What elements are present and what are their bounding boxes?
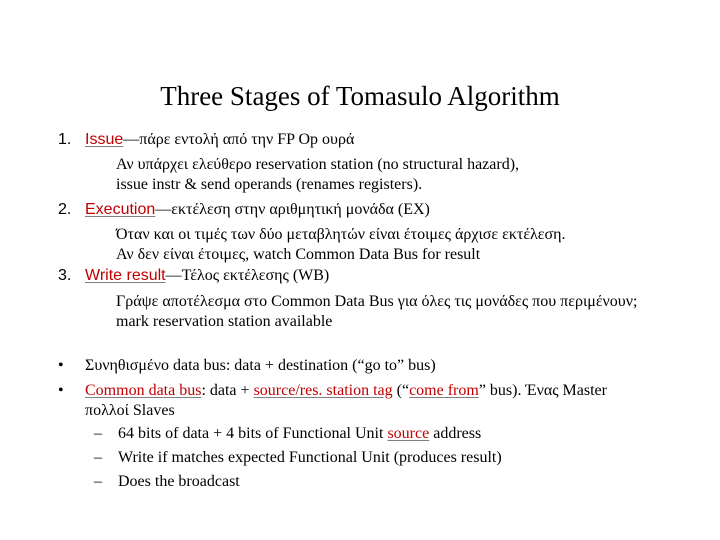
stage-1-description: —πάρε εντολή από την FP Op ουρά bbox=[123, 131, 355, 148]
bullet-marker: • bbox=[58, 382, 64, 399]
sub-item-3-text: Does the broadcast bbox=[118, 473, 240, 490]
common-data-bus-term: Common data bus bbox=[85, 382, 202, 399]
stage-3-description: —Τέλος εκτέλεσης (WB) bbox=[165, 267, 330, 284]
stage-2-heading bbox=[58, 200, 430, 220]
stage-3-number: 3. bbox=[58, 267, 72, 284]
bullet-2-text: ” bus). Ένας Master bbox=[478, 382, 607, 399]
stage-1-detail-2: issue instr & send operands (renames registers). bbox=[116, 176, 423, 193]
bullet-2-text: : data + bbox=[201, 382, 254, 399]
bullet-item-1 bbox=[58, 356, 436, 376]
stage-2-description: —εκτέλεση στην αριθμητική μονάδα (EX) bbox=[155, 201, 430, 218]
dash-marker: – bbox=[94, 449, 102, 466]
bullet-marker: • bbox=[58, 357, 64, 374]
dash-marker: – bbox=[94, 473, 102, 490]
stage-2-name: Execution bbox=[85, 201, 156, 218]
stage-2-detail-1: Όταν και οι τιμές των δύο μεταβλητών είναι έτοιμες άρχισε εκτέλεση. bbox=[116, 226, 566, 243]
stage-2-number: 2. bbox=[58, 201, 72, 218]
dash-marker: – bbox=[94, 425, 102, 442]
sub-item-1 bbox=[94, 424, 481, 444]
bullet-1-text: Συνηθισμένο data bus: data + destination (“go to” bus) bbox=[85, 357, 436, 374]
stage-3-detail-1: Γράψε αποτέλεσμα στο Common Data Bus για όλες τις μονάδες που περιμένουν; bbox=[116, 293, 638, 310]
bullet-2-text: (“ bbox=[392, 382, 410, 399]
sub-item-2 bbox=[94, 448, 502, 468]
come-from-highlight: come from bbox=[409, 382, 479, 399]
sub-item-1-text: 64 bits of data + 4 bits of Functional Unit bbox=[118, 425, 388, 442]
stage-3-heading bbox=[58, 266, 329, 286]
stage-1-number: 1. bbox=[58, 131, 72, 148]
source-highlight: source bbox=[387, 425, 430, 442]
bullet-2-continuation: πολλοί Slaves bbox=[85, 402, 175, 419]
stage-3-name: Write result bbox=[85, 267, 166, 284]
stage-1-detail-1: Αν υπάρχει ελεύθερο reservation station (no structural hazard), bbox=[116, 156, 520, 173]
sub-item-2-text: Write if matches expected Functional Unit (produces result) bbox=[118, 449, 502, 466]
sub-item-1-text: address bbox=[429, 425, 482, 442]
stage-2-detail-2: Αν δεν είναι έτοιμες, watch Common Data Bus for result bbox=[116, 246, 481, 263]
sub-item-3 bbox=[94, 472, 240, 492]
stage-3-detail-2: mark reservation station available bbox=[116, 313, 333, 330]
bullet-item-2 bbox=[58, 381, 607, 401]
stage-1-heading bbox=[58, 130, 354, 150]
source-tag-highlight: source/res. station tag bbox=[253, 382, 393, 399]
stage-1-name: Issue bbox=[85, 131, 124, 148]
slide-title: Three Stages of Tomasulo Algorithm bbox=[160, 81, 560, 111]
